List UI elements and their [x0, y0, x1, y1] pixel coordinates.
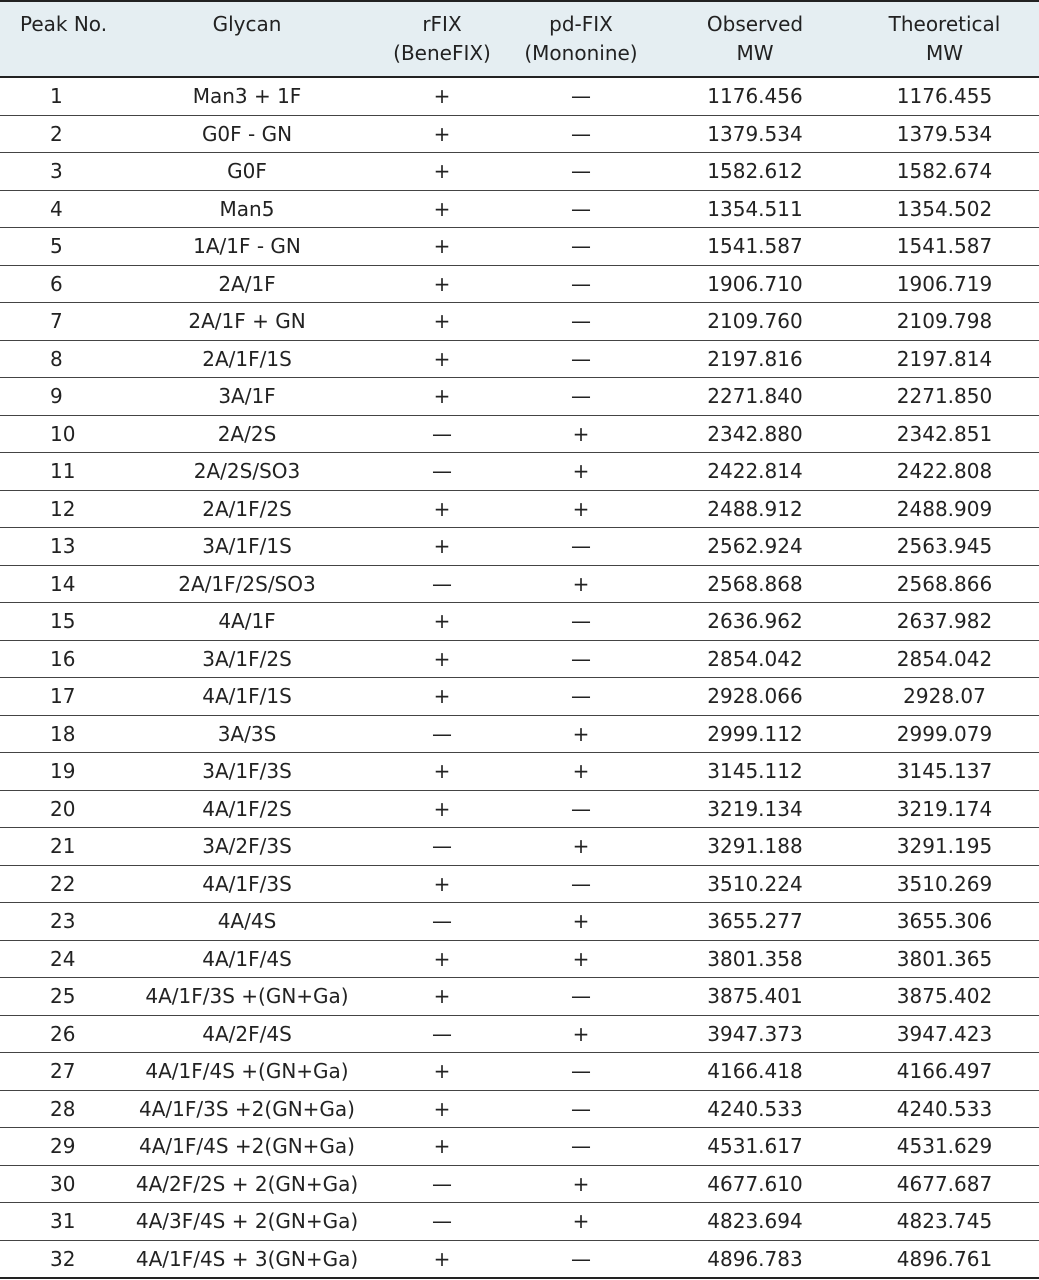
glycan-cell: 2A/2S — [112, 415, 382, 453]
glycan-cell: 4A/1F — [112, 603, 382, 641]
theoretical-mw-cell: 1582.674 — [850, 153, 1039, 191]
observed-mw-cell: 1379.534 — [660, 115, 850, 153]
rfix-cell: + — [382, 940, 502, 978]
rfix-cell: + — [382, 640, 502, 678]
table-row — [0, 490, 1039, 528]
peak-no-cell: 3 — [0, 153, 112, 191]
observed-mw-cell: 2488.912 — [660, 490, 850, 528]
header-observed-mw: Observed MW — [660, 1, 850, 77]
pdfix-cell: — — [502, 865, 660, 903]
peak-no-cell: 28 — [0, 1090, 112, 1128]
pdfix-cell: + — [502, 565, 660, 603]
observed-mw-cell: 3947.373 — [660, 1015, 850, 1053]
glycan-cell: 3A/1F/2S — [112, 640, 382, 678]
header-pdfix: pd-FIX (Mononine) — [502, 1, 660, 77]
glycan-cell: 4A/1F/3S +(GN+Ga) — [112, 978, 382, 1016]
table-row — [0, 603, 1039, 641]
glycan-cell: 2A/2S/SO3 — [112, 453, 382, 491]
rfix-cell: — — [382, 715, 502, 753]
observed-mw-cell: 2999.112 — [660, 715, 850, 753]
observed-mw-cell: 4823.694 — [660, 1203, 850, 1241]
glycan-cell: 2A/1F + GN — [112, 303, 382, 341]
peak-no-cell: 20 — [0, 790, 112, 828]
table-row — [0, 753, 1039, 791]
table-row — [0, 865, 1039, 903]
theoretical-mw-cell: 2422.808 — [850, 453, 1039, 491]
pdfix-cell: — — [502, 77, 660, 115]
table-row — [0, 153, 1039, 191]
pdfix-cell: — — [502, 303, 660, 341]
glycan-cell: G0F - GN — [112, 115, 382, 153]
peak-no-cell: 5 — [0, 228, 112, 266]
table-row — [0, 77, 1039, 115]
peak-no-cell: 27 — [0, 1053, 112, 1091]
table-row — [0, 190, 1039, 228]
glycan-cell: 4A/3F/4S + 2(GN+Ga) — [112, 1203, 382, 1241]
rfix-cell: + — [382, 228, 502, 266]
table-row — [0, 453, 1039, 491]
glycan-cell: 4A/1F/3S +2(GN+Ga) — [112, 1090, 382, 1128]
glycan-cell: 3A/1F — [112, 378, 382, 416]
rfix-cell: + — [382, 1053, 502, 1091]
theoretical-mw-cell: 4677.687 — [850, 1165, 1039, 1203]
rfix-cell: — — [382, 415, 502, 453]
table-row — [0, 1128, 1039, 1166]
theoretical-mw-cell: 4531.629 — [850, 1128, 1039, 1166]
table-row — [0, 340, 1039, 378]
observed-mw-cell: 1582.612 — [660, 153, 850, 191]
peak-no-cell: 24 — [0, 940, 112, 978]
theoretical-mw-cell: 2999.079 — [850, 715, 1039, 753]
table-row — [0, 378, 1039, 416]
theoretical-mw-cell: 4240.533 — [850, 1090, 1039, 1128]
peak-no-cell: 2 — [0, 115, 112, 153]
peak-no-cell: 4 — [0, 190, 112, 228]
pdfix-cell: + — [502, 415, 660, 453]
observed-mw-cell: 3801.358 — [660, 940, 850, 978]
table-row — [0, 978, 1039, 1016]
table-row — [0, 415, 1039, 453]
rfix-cell: + — [382, 603, 502, 641]
rfix-cell: + — [382, 303, 502, 341]
glycan-cell: 2A/1F/1S — [112, 340, 382, 378]
peak-no-cell: 16 — [0, 640, 112, 678]
theoretical-mw-cell: 4166.497 — [850, 1053, 1039, 1091]
table-row — [0, 1090, 1039, 1128]
observed-mw-cell: 2636.962 — [660, 603, 850, 641]
rfix-cell: + — [382, 528, 502, 566]
pdfix-cell: — — [502, 978, 660, 1016]
pdfix-cell: + — [502, 490, 660, 528]
pdfix-cell: + — [502, 903, 660, 941]
rfix-cell: — — [382, 828, 502, 866]
observed-mw-cell: 3291.188 — [660, 828, 850, 866]
theoretical-mw-cell: 3655.306 — [850, 903, 1039, 941]
peak-no-cell: 26 — [0, 1015, 112, 1053]
pdfix-cell: — — [502, 115, 660, 153]
peak-no-cell: 23 — [0, 903, 112, 941]
rfix-cell: — — [382, 565, 502, 603]
theoretical-mw-cell: 3875.402 — [850, 978, 1039, 1016]
theoretical-mw-cell: 1354.502 — [850, 190, 1039, 228]
peak-no-cell: 29 — [0, 1128, 112, 1166]
pdfix-cell: + — [502, 453, 660, 491]
pdfix-cell: — — [502, 528, 660, 566]
glycan-cell: 2A/1F/2S — [112, 490, 382, 528]
rfix-cell: — — [382, 1015, 502, 1053]
table-row — [0, 1053, 1039, 1091]
pdfix-cell: — — [502, 1090, 660, 1128]
rfix-cell: + — [382, 1090, 502, 1128]
observed-mw-cell: 1906.710 — [660, 265, 850, 303]
glycan-cell: 1A/1F - GN — [112, 228, 382, 266]
glycan-cell: 2A/1F/2S/SO3 — [112, 565, 382, 603]
glycan-cell: 2A/1F — [112, 265, 382, 303]
rfix-cell: — — [382, 1165, 502, 1203]
peak-no-cell: 7 — [0, 303, 112, 341]
glycan-cell: 4A/1F/4S +(GN+Ga) — [112, 1053, 382, 1091]
pdfix-cell: — — [502, 1128, 660, 1166]
observed-mw-cell: 2928.066 — [660, 678, 850, 716]
theoretical-mw-cell: 2488.909 — [850, 490, 1039, 528]
pdfix-cell: + — [502, 1015, 660, 1053]
glycan-cell: 3A/3S — [112, 715, 382, 753]
glycan-cell: Man3 + 1F — [112, 77, 382, 115]
peak-no-cell: 13 — [0, 528, 112, 566]
theoretical-mw-cell: 2109.798 — [850, 303, 1039, 341]
theoretical-mw-cell: 4823.745 — [850, 1203, 1039, 1241]
theoretical-mw-cell: 3145.137 — [850, 753, 1039, 791]
pdfix-cell: — — [502, 603, 660, 641]
observed-mw-cell: 2109.760 — [660, 303, 850, 341]
peak-no-cell: 11 — [0, 453, 112, 491]
peak-no-cell: 9 — [0, 378, 112, 416]
observed-mw-cell: 2562.924 — [660, 528, 850, 566]
table-row — [0, 303, 1039, 341]
header-row — [0, 1, 1039, 77]
pdfix-cell: — — [502, 265, 660, 303]
table-row — [0, 715, 1039, 753]
theoretical-mw-cell: 1541.587 — [850, 228, 1039, 266]
rfix-cell: + — [382, 865, 502, 903]
rfix-cell: + — [382, 265, 502, 303]
pdfix-cell: — — [502, 228, 660, 266]
observed-mw-cell: 1541.587 — [660, 228, 850, 266]
rfix-cell: + — [382, 678, 502, 716]
theoretical-mw-cell: 2197.814 — [850, 340, 1039, 378]
theoretical-mw-cell: 2637.982 — [850, 603, 1039, 641]
rfix-cell: + — [382, 1240, 502, 1278]
glycan-cell: 3A/1F/3S — [112, 753, 382, 791]
rfix-cell: + — [382, 340, 502, 378]
table-row — [0, 903, 1039, 941]
rfix-cell: + — [382, 115, 502, 153]
observed-mw-cell: 3510.224 — [660, 865, 850, 903]
rfix-cell: + — [382, 978, 502, 1016]
header-peak-no: Peak No. — [0, 1, 112, 77]
peak-no-cell: 15 — [0, 603, 112, 641]
theoretical-mw-cell: 3510.269 — [850, 865, 1039, 903]
theoretical-mw-cell: 3291.195 — [850, 828, 1039, 866]
peak-no-cell: 8 — [0, 340, 112, 378]
rfix-cell: + — [382, 153, 502, 191]
table-row — [0, 528, 1039, 566]
observed-mw-cell: 4896.783 — [660, 1240, 850, 1278]
theoretical-mw-cell: 3801.365 — [850, 940, 1039, 978]
peak-no-cell: 6 — [0, 265, 112, 303]
table-row — [0, 1240, 1039, 1278]
table-header — [0, 1, 1039, 77]
pdfix-cell: + — [502, 1165, 660, 1203]
peak-no-cell: 12 — [0, 490, 112, 528]
table-row — [0, 228, 1039, 266]
glycan-cell: 4A/4S — [112, 903, 382, 941]
glycan-cell: 4A/2F/4S — [112, 1015, 382, 1053]
glycan-cell: G0F — [112, 153, 382, 191]
pdfix-cell: — — [502, 640, 660, 678]
observed-mw-cell: 2342.880 — [660, 415, 850, 453]
theoretical-mw-cell: 2854.042 — [850, 640, 1039, 678]
glycan-cell: 3A/2F/3S — [112, 828, 382, 866]
table-row — [0, 1165, 1039, 1203]
peak-no-cell: 1 — [0, 77, 112, 115]
rfix-cell: + — [382, 790, 502, 828]
table-row — [0, 1203, 1039, 1241]
glycan-cell: 4A/1F/1S — [112, 678, 382, 716]
observed-mw-cell: 3655.277 — [660, 903, 850, 941]
observed-mw-cell: 2422.814 — [660, 453, 850, 491]
peak-no-cell: 10 — [0, 415, 112, 453]
theoretical-mw-cell: 2342.851 — [850, 415, 1039, 453]
observed-mw-cell: 2197.816 — [660, 340, 850, 378]
observed-mw-cell: 4531.617 — [660, 1128, 850, 1166]
peak-no-cell: 31 — [0, 1203, 112, 1241]
table-row — [0, 115, 1039, 153]
pdfix-cell: — — [502, 378, 660, 416]
pdfix-cell: + — [502, 753, 660, 791]
pdfix-cell: + — [502, 828, 660, 866]
observed-mw-cell: 3875.401 — [660, 978, 850, 1016]
peak-no-cell: 30 — [0, 1165, 112, 1203]
rfix-cell: + — [382, 77, 502, 115]
observed-mw-cell: 4240.533 — [660, 1090, 850, 1128]
observed-mw-cell: 2271.840 — [660, 378, 850, 416]
peak-no-cell: 25 — [0, 978, 112, 1016]
observed-mw-cell: 1176.456 — [660, 77, 850, 115]
observed-mw-cell: 1354.511 — [660, 190, 850, 228]
peak-no-cell: 32 — [0, 1240, 112, 1278]
peak-no-cell: 14 — [0, 565, 112, 603]
observed-mw-cell: 2568.868 — [660, 565, 850, 603]
header-glycan: Glycan — [112, 1, 382, 77]
pdfix-cell: + — [502, 1203, 660, 1241]
rfix-cell: — — [382, 453, 502, 491]
table-row — [0, 1015, 1039, 1053]
glycan-cell: 4A/1F/2S — [112, 790, 382, 828]
header-rfix: rFIX (BeneFIX) — [382, 1, 502, 77]
table-row — [0, 640, 1039, 678]
rfix-cell: + — [382, 190, 502, 228]
pdfix-cell: — — [502, 678, 660, 716]
table-row — [0, 678, 1039, 716]
theoretical-mw-cell: 2568.866 — [850, 565, 1039, 603]
pdfix-cell: — — [502, 1053, 660, 1091]
table-row — [0, 790, 1039, 828]
pdfix-cell: + — [502, 940, 660, 978]
theoretical-mw-cell: 1176.455 — [850, 77, 1039, 115]
rfix-cell: — — [382, 903, 502, 941]
table-row — [0, 565, 1039, 603]
observed-mw-cell: 2854.042 — [660, 640, 850, 678]
glycan-cell: 4A/1F/4S +2(GN+Ga) — [112, 1128, 382, 1166]
pdfix-cell: — — [502, 153, 660, 191]
rfix-cell: + — [382, 490, 502, 528]
rfix-cell: + — [382, 753, 502, 791]
glycan-cell: 3A/1F/1S — [112, 528, 382, 566]
table-row — [0, 265, 1039, 303]
glycan-cell: 4A/1F/4S — [112, 940, 382, 978]
peak-no-cell: 21 — [0, 828, 112, 866]
glycan-cell: Man5 — [112, 190, 382, 228]
header-theoretical-mw: Theoretical MW — [850, 1, 1039, 77]
glycan-cell: 4A/2F/2S + 2(GN+Ga) — [112, 1165, 382, 1203]
rfix-cell: + — [382, 378, 502, 416]
peak-no-cell: 22 — [0, 865, 112, 903]
peak-no-cell: 17 — [0, 678, 112, 716]
theoretical-mw-cell: 2271.850 — [850, 378, 1039, 416]
pdfix-cell: — — [502, 190, 660, 228]
theoretical-mw-cell: 4896.761 — [850, 1240, 1039, 1278]
peak-no-cell: 19 — [0, 753, 112, 791]
pdfix-cell: — — [502, 340, 660, 378]
theoretical-mw-cell: 3219.174 — [850, 790, 1039, 828]
theoretical-mw-cell: 2928.07 — [850, 678, 1039, 716]
observed-mw-cell: 3145.112 — [660, 753, 850, 791]
theoretical-mw-cell: 2563.945 — [850, 528, 1039, 566]
pdfix-cell: — — [502, 1240, 660, 1278]
pdfix-cell: — — [502, 790, 660, 828]
theoretical-mw-cell: 1379.534 — [850, 115, 1039, 153]
theoretical-mw-cell: 3947.423 — [850, 1015, 1039, 1053]
rfix-cell: — — [382, 1203, 502, 1241]
observed-mw-cell: 3219.134 — [660, 790, 850, 828]
pdfix-cell: + — [502, 715, 660, 753]
theoretical-mw-cell: 1906.719 — [850, 265, 1039, 303]
glycan-cell: 4A/1F/3S — [112, 865, 382, 903]
rfix-cell: + — [382, 1128, 502, 1166]
table-row — [0, 940, 1039, 978]
table-body — [0, 77, 1039, 1278]
observed-mw-cell: 4166.418 — [660, 1053, 850, 1091]
peak-no-cell: 18 — [0, 715, 112, 753]
glycan-cell: 4A/1F/4S + 3(GN+Ga) — [112, 1240, 382, 1278]
observed-mw-cell: 4677.610 — [660, 1165, 850, 1203]
table-row — [0, 828, 1039, 866]
